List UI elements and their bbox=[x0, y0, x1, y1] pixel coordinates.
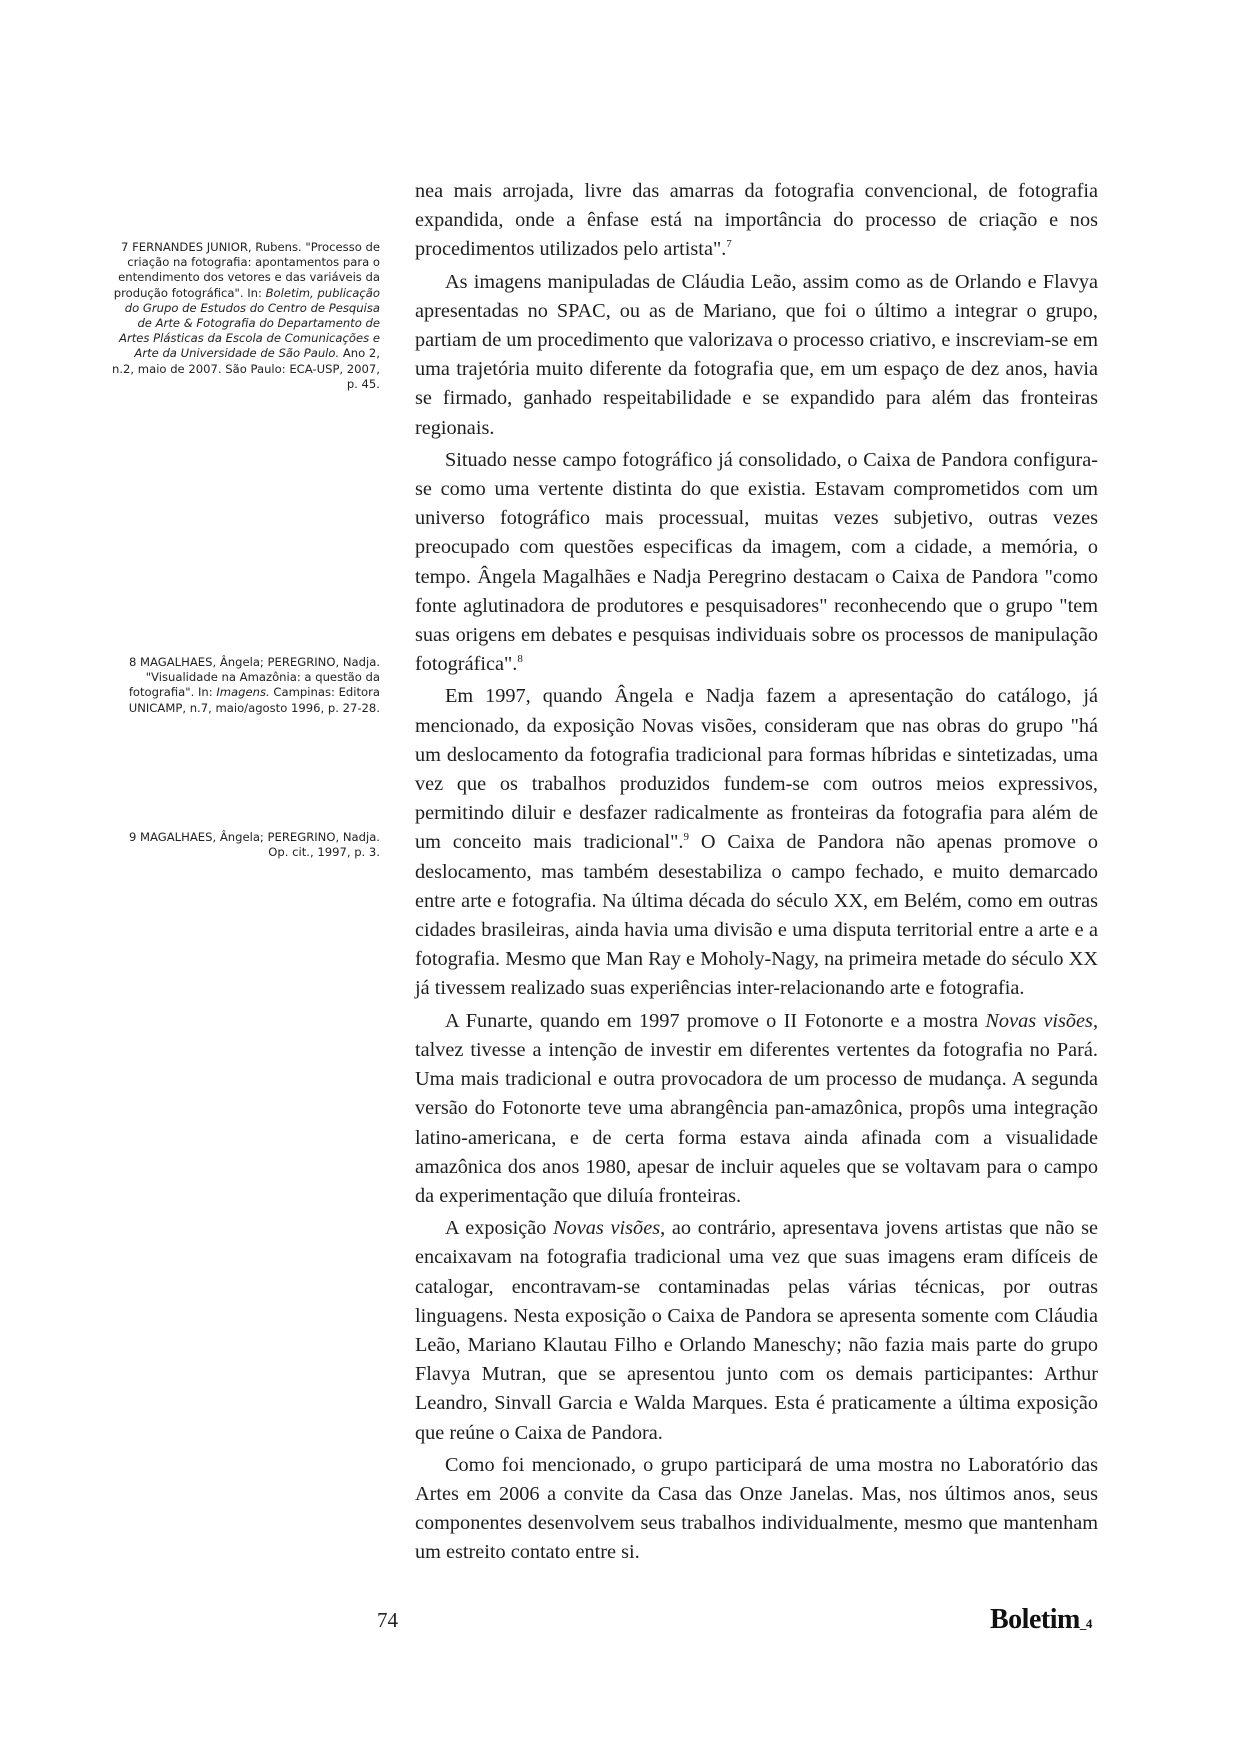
footnote-number: 7 bbox=[121, 240, 129, 254]
paragraph-text: O Caixa de Pandora não apenas promove o deslocamento, mas também desestabiliza o campo fechado, e muito demarcado entre arte e fotografia. Na última década do século XX, em Belém, como em outras cidades brasileiras, ainda havia uma divisão e uma disputa territorial entre a arte e a fotografia. Mesmo que Man Ray e Moholy-Nagy, na primeira metade do século XX já tivessem realizado suas experiências inter-relacionando arte e fotografia. bbox=[415, 831, 1098, 1000]
italic-title: Novas visões bbox=[985, 1009, 1093, 1032]
footnote-ref-7: 7 bbox=[726, 238, 732, 251]
paragraph-text: A exposição bbox=[445, 1217, 554, 1240]
footnote-text: MAGALHAES, Ângela; PEREGRINO, Nadja. Op. cit., 1997, p. 3. bbox=[140, 830, 380, 860]
paragraph-text: , talvez tivesse a intenção de investir em diferentes vertentes da fotografia no Pará. Uma mais tradicional e outra provocadora de um processo de mudança. A segunda versão do Fotonorte teve uma abrangência pan-amazônica, propôs uma integração latino-americana, e de certa forma estava ainda afinada com a visualidade amazônica dos anos 1980, apesar de incluir aqueles que se voltavam para o campo da experimentação que diluía fronteiras. bbox=[415, 1009, 1099, 1207]
footnote-number: 9 bbox=[128, 830, 137, 844]
journal-logo bbox=[990, 1604, 1092, 1636]
footnote-ref-9: 9 bbox=[683, 831, 690, 844]
italic-title: Novas visões bbox=[553, 1217, 661, 1240]
paragraph-text: Em 1997, quando Ângela e Nadja fazem a apresentação do catálogo, já mencionado, da exposição Novas visões, consideram que nas obras do grupo "há um deslocamento da fotografia tradicional para formas híbridas e sintetizadas, uma vez que os trabalhos produzidos fundem-se com outros meios expressivos, permitindo diluir e desfazer radicalmente as fronteiras da fotografia para além de um conceito mais tradicional". bbox=[415, 685, 1098, 854]
footnote-9 bbox=[110, 830, 380, 860]
paragraph-text: Como foi mencionado, o grupo participará de uma mostra no Laboratório das Artes em 2006 a convite da Casa das Onze Janelas. Mas, nos últimos anos, seus componentes desenvolvem seus trabalhos individualmente, mesmo que mantenham um estreito contato entre si. bbox=[415, 1453, 1098, 1564]
paragraph-7 bbox=[415, 1451, 1098, 1568]
footnote-italic-title: Imagens. bbox=[216, 685, 270, 700]
main-text-column bbox=[415, 177, 1098, 1568]
paragraph-text: nea mais arrojada, livre das amarras da fotografia convencional, de fotografia expandida, onde a ênfase está na importância do processo de criação e nos procedimentos utilizados pelo artista". bbox=[415, 180, 1098, 261]
footnote-ref-8: 8 bbox=[517, 653, 523, 666]
paragraph-3 bbox=[415, 446, 1098, 680]
paragraph-text: , ao contrário, apresentava jovens artistas que não se encaixavam na fotografia tradicional uma vez que suas imagens eram difíceis de catalogar, encontravam-se contaminadas pelas várias técnicas, por outras linguagens. Nesta exposição o Caixa de Pandora se apresenta somente com Cláudia Leão, Mariano Klautau Filho e Orlando Maneschy; não fazia mais parte do grupo Flavya Mutran, que se apresentou junto com os demais participantes: Arthur Leandro, Sinvall Garcia e Walda Marques. Esta é praticamente a última exposição que reúne o Caixa de Pandora. bbox=[415, 1217, 1098, 1444]
paragraph-6 bbox=[415, 1214, 1098, 1448]
page-number: 74 bbox=[377, 1608, 398, 1632]
footnote-text: Campinas: Editora UNICAMP, n.7, maio/agosto 1996, p. 27-28. bbox=[128, 685, 380, 715]
paragraph-2 bbox=[415, 268, 1098, 443]
footnote-number: 8 bbox=[128, 655, 137, 669]
paragraph-5 bbox=[415, 1007, 1098, 1211]
footnote-text: MAGALHAES, Ângela; PEREGRINO, Nadja. "Visualidade na Amazônia: a questão da fotografia". In: bbox=[128, 655, 380, 700]
paragraph-text: Situado nesse campo fotográfico já consolidado, o Caixa de Pandora configura-se como uma vertente distinta do que existia. Estavam comprometidos com um universo fotográfico mais processual, muitas vezes subjetivo, outras vezes preocupado com questões especificas da imagem, com a cidade, a memória, o tempo. Ângela Magalhães e Nadja Peregrino destacam o Caixa de Pandora "como fonte aglutinadora de produtores e pesquisadores" reconhecendo que o grupo "tem suas origens em debates e pesquisas individuais sobre os processos de manipulação fotográfica". bbox=[415, 448, 1098, 676]
journal-issue: _4 bbox=[1079, 1616, 1092, 1631]
footnote-text: Ano 2, n.2, maio de 2007. São Paulo: ECA-USP, 2007, p. 45. bbox=[112, 346, 380, 391]
paragraph-text: A Funarte, quando em 1997 promove o II Fotonorte e a mostra bbox=[445, 1009, 986, 1032]
footnote-7 bbox=[110, 240, 380, 392]
footnote-8 bbox=[110, 655, 380, 716]
footnote-italic-title: Boletim, publicação do Grupo de Estudos do Centro de Pesquisa de Arte & Fotografia do Departamento de Artes Plásticas da Escola de Comunicações e Arte da Universidade de São Paulo. bbox=[119, 285, 380, 361]
paragraph-text: As imagens manipuladas de Cláudia Leão, assim como as de Orlando e Flavya apresentadas no SPAC, ou as de Mariano, que foi o último a integrar o grupo, partiam de um procedimento que valorizava o processo criativo, e inscreviam-se em uma trajetória muito diferente da fotografia que, em um espaço de dez anos, havia se firmado, ganhado respeitabilidade e se expandido para além das fronteiras regionais. bbox=[415, 270, 1098, 439]
journal-name: Boletim bbox=[990, 1604, 1080, 1635]
paragraph-4 bbox=[415, 682, 1098, 1003]
footnote-text: FERNANDES JUNIOR, Rubens. "Processo de criação na fotografia: apontamentos para o entendimento dos vetores e das variáveis da produção fotográfica". In: bbox=[113, 240, 380, 300]
paragraph-1 bbox=[415, 177, 1098, 265]
